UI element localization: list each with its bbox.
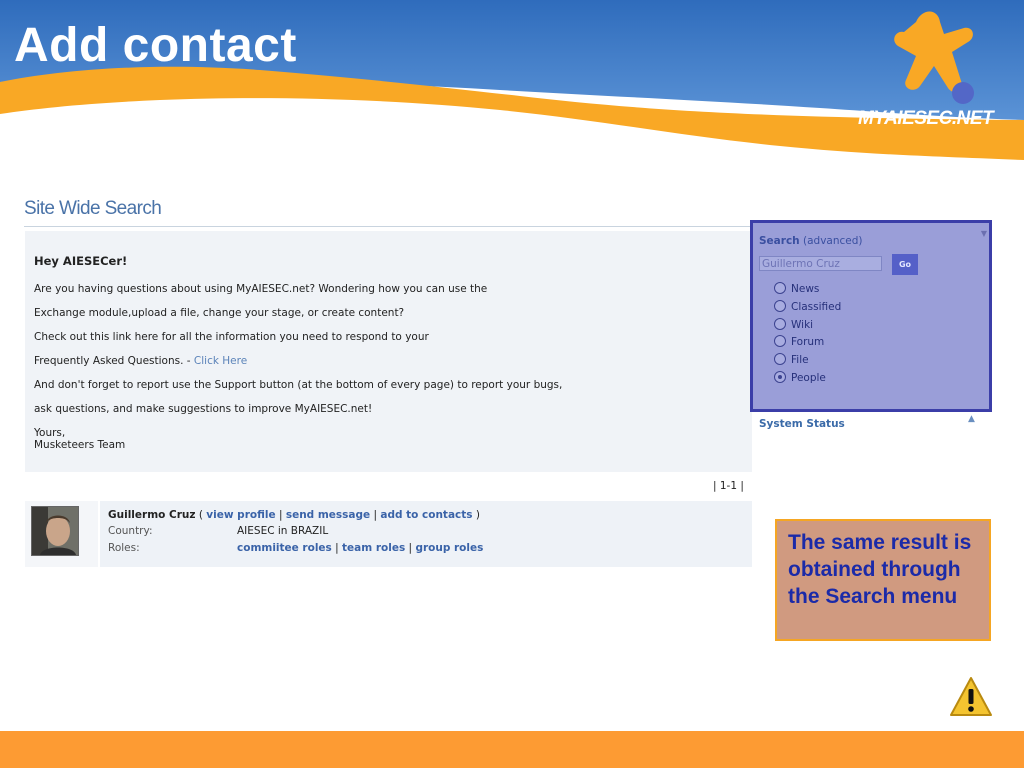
footer-bar xyxy=(0,731,1024,768)
view-profile-link[interactable]: view profile xyxy=(206,509,276,521)
radio-selected-icon[interactable] xyxy=(774,371,786,383)
option-label: File xyxy=(791,354,809,366)
separator: | xyxy=(370,509,381,521)
option-label: Forum xyxy=(791,336,825,348)
roles-label: Roles: xyxy=(108,542,140,554)
option-label: People xyxy=(791,372,826,384)
pagination[interactable]: | 1-1 | xyxy=(713,480,744,492)
welcome-line: Check out this link here for all the information you need to respond to your xyxy=(34,331,429,343)
welcome-line: And don't forget to report use the Support button (at the bottom of every page) to report your bugs, xyxy=(34,379,563,391)
country-value: AIESEC in BRAZIL xyxy=(237,525,329,537)
result-info xyxy=(100,501,752,567)
welcome-line: ask questions, and make suggestions to improve MyAIESEC.net! xyxy=(34,403,373,415)
search-result-row xyxy=(25,501,752,567)
radio-icon[interactable] xyxy=(774,335,786,347)
radio-icon[interactable] xyxy=(774,318,786,330)
search-option-people[interactable] xyxy=(774,371,826,384)
paren: ( xyxy=(195,509,207,521)
search-input[interactable] xyxy=(759,256,882,271)
go-button[interactable]: Go xyxy=(892,254,918,275)
welcome-heading: Hey AIESECer! xyxy=(34,254,128,268)
add-to-contacts-link[interactable]: add to contacts xyxy=(380,509,473,521)
country-label: Country: xyxy=(108,525,153,537)
option-label: News xyxy=(791,283,820,295)
search-panel xyxy=(750,220,992,412)
radio-icon[interactable] xyxy=(774,282,786,294)
system-status-heading[interactable]: System Status xyxy=(759,418,845,430)
result-header xyxy=(108,509,480,521)
country-row xyxy=(108,525,328,537)
collapse-arrow-icon[interactable]: ▼ xyxy=(980,229,987,238)
profile-photo xyxy=(32,507,78,555)
faq-text: Frequently Asked Questions. - xyxy=(34,355,194,367)
result-name: Guillermo Cruz xyxy=(108,509,196,521)
expand-arrow-icon[interactable]: ▲ xyxy=(968,414,975,424)
page-title: Site Wide Search xyxy=(24,198,162,219)
paren: ) xyxy=(472,509,480,521)
welcome-line: Are you having questions about using MyAIESEC.net? Wondering how you can use the xyxy=(34,283,488,295)
committee-roles-link[interactable]: commiitee roles xyxy=(237,542,332,554)
radio-icon[interactable] xyxy=(774,353,786,365)
avatar[interactable] xyxy=(31,506,79,556)
search-option-file[interactable] xyxy=(774,353,809,366)
slide-title: Add contact xyxy=(14,19,297,72)
team-roles-link[interactable]: team roles xyxy=(342,542,406,554)
welcome-line: Exchange module,upload a file, change your stage, or create content? xyxy=(34,307,405,319)
welcome-message xyxy=(25,231,752,472)
option-label: Wiki xyxy=(791,319,814,331)
warning-icon xyxy=(949,675,993,719)
separator: | xyxy=(405,542,416,554)
callout-note: The same result is obtained through the Search menu xyxy=(775,519,991,641)
welcome-signature: Musketeers Team xyxy=(34,439,126,451)
option-label: Classified xyxy=(791,301,842,313)
search-heading xyxy=(759,235,863,247)
search-label: Search xyxy=(759,235,800,247)
separator: | xyxy=(275,509,286,521)
advanced-search-link[interactable]: (advanced) xyxy=(803,235,863,247)
search-option-classified[interactable] xyxy=(774,300,841,313)
title-divider xyxy=(24,226,752,227)
search-option-wiki[interactable] xyxy=(774,318,813,331)
search-option-forum[interactable] xyxy=(774,335,824,348)
group-roles-link[interactable]: group roles xyxy=(415,542,484,554)
click-here-link[interactable]: Click Here xyxy=(193,355,248,367)
myaiesec-logo[interactable]: MYAIESEC.NET xyxy=(858,108,994,129)
separator: | xyxy=(331,542,343,554)
search-option-news[interactable] xyxy=(774,282,819,295)
avatar-cell xyxy=(25,501,98,567)
welcome-closing: Yours, xyxy=(34,427,66,439)
radio-icon[interactable] xyxy=(774,300,786,312)
roles-row xyxy=(108,542,483,554)
send-message-link[interactable]: send message xyxy=(285,509,371,521)
welcome-line-faq xyxy=(34,355,247,367)
